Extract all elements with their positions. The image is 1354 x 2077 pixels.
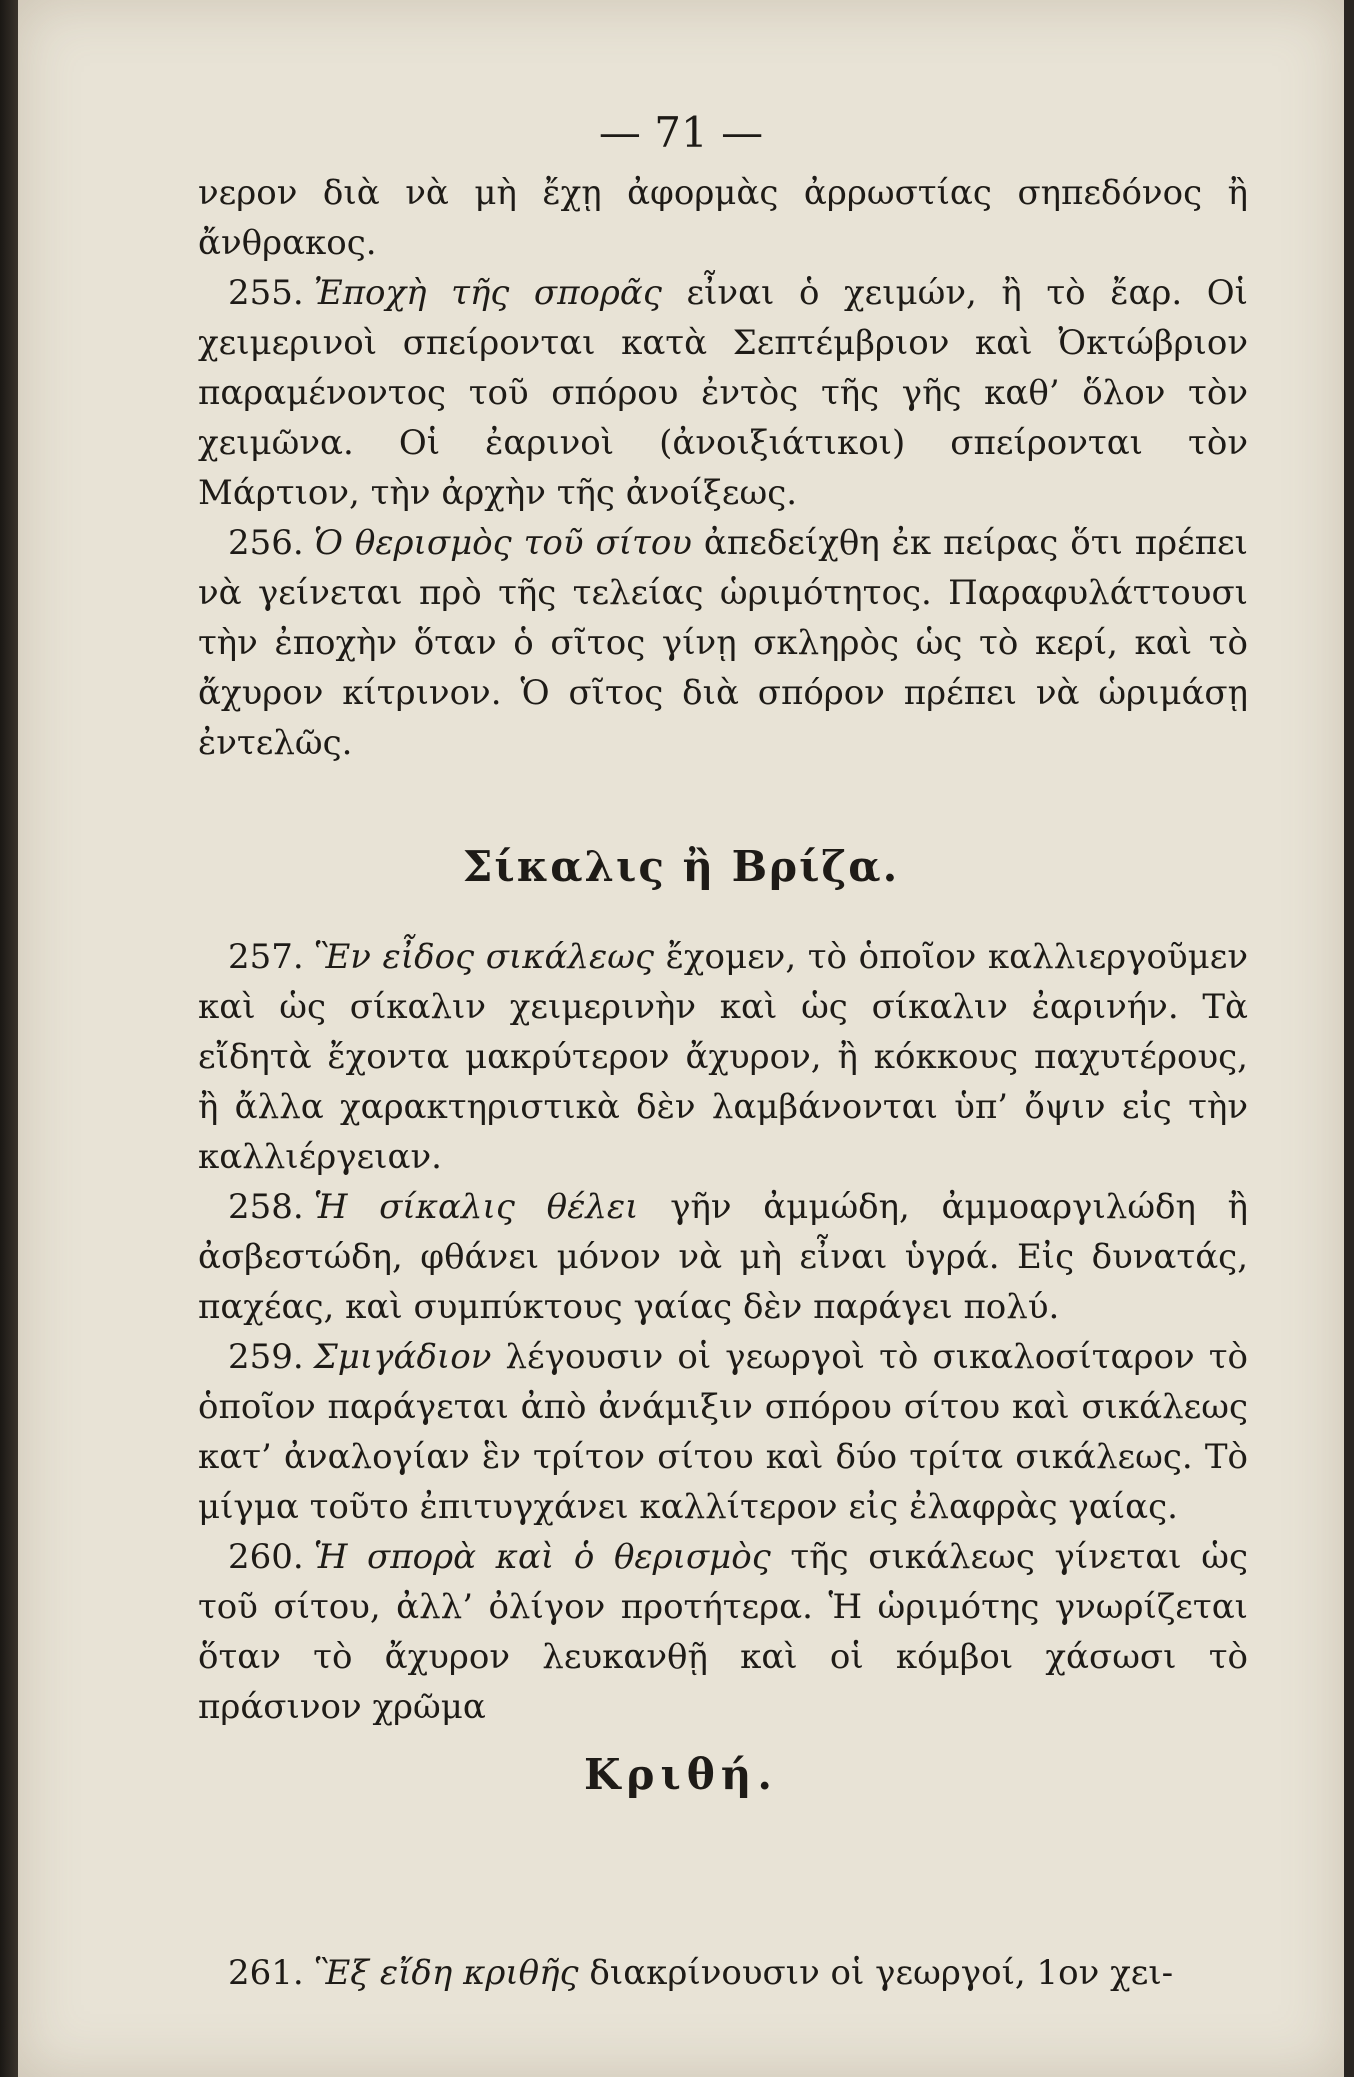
paragraph-lead: Ἡ σίκαλις θέλει (313, 1187, 639, 1227)
text-block-1 (198, 168, 1248, 768)
paragraph-257 (198, 932, 1248, 1182)
paragraph-lead: Ἓν εἶδος σικάλεως (313, 937, 655, 977)
section-heading-sikalis: Σίκαλις ἢ Βρίζα. (462, 842, 900, 891)
paragraph-text: ἔχομεν, τὸ ὁποῖον καλλιεργοῦμεν καὶ ὡς σίκαλιν χειμερινὴν καὶ ὡς σίκαλιν ἐαρινήν. Τὰ εἴδητὰ ἔχοντα μακρύτερον ἄχυρον, ἢ κόκκους παχυτέρους, ἢ ἄλλα χαρακτηριστικὰ δὲν λαμβάνονται ὑπ’ ὄψιν εἰς τὴν καλλιέργειαν. (198, 937, 1249, 1177)
paragraph-text: νερον διὰ νὰ μὴ ἔχῃ ἀφορμὰς ἀρρωστίας σηπεδόνος ἢ ἄνθρακος. (198, 173, 1248, 263)
paragraph-text: ἀπεδείχθη ἐκ πείρας ὅτι πρέπει νὰ γείνεται πρὸ τῆς τελείας ὡριμότητος. Παραφυλάττουσι τὴν ἐποχὴν ὅταν ὁ σῖτος γίνῃ σκληρὸς ὡς τὸ κερί, καὶ τὸ ἄχυρον κίτρινον. Ὁ σῖτος διὰ σπόρον πρέπει νὰ ὡριμάσῃ ἐντελῶς. (198, 523, 1248, 763)
paragraph-text: εἶναι ὁ χειμών, ἢ τὸ ἔαρ. Οἱ χειμερινοὶ σπείρονται κατὰ Σεπτέμβριον καὶ Ὀκτώβριον παραμένοντος τοῦ σπόρου ἐντὸς τῆς γῆς καθ’ ὅλον τὸν χειμῶνα. Οἱ ἐαρινοὶ (ἀνοιξιάτικοι) σπείρονται τὸν Μάρτιον, τὴν ἀρχὴν τῆς ἀνοίξεως. (198, 273, 1248, 513)
book-page (18, 0, 1344, 2077)
paragraph (198, 168, 1248, 268)
paragraph-lead: Σμιγάδιον (313, 1337, 492, 1377)
paragraph-number: 256. (228, 523, 304, 563)
page-number: — 71 — (598, 108, 764, 157)
text-block-3 (198, 1948, 1248, 1998)
paragraph-lead: Ἓξ εἴδη κριθῆς (313, 1953, 579, 1993)
paragraph-260 (198, 1532, 1248, 1732)
paragraph-text: γῆν ἀμμώδη, ἀμμοαργιλώδη ἢ ἀσβεστώδη, φθάνει μόνον νὰ μὴ εἶναι ὑγρά. Εἰς δυνατάς, παχέας, καὶ συμπύκτους γαίας δὲν παράγει πολύ. (198, 1187, 1248, 1327)
paragraph-lead: Ἡ σπορὰ καὶ ὁ θερισμὸς (313, 1537, 771, 1577)
paragraph-number: 259. (228, 1337, 304, 1377)
text-block-2 (198, 932, 1248, 1732)
paragraph-256 (198, 518, 1248, 768)
paragraph-number: 260. (228, 1537, 304, 1577)
paragraph-number: 258. (228, 1187, 304, 1227)
paragraph-258 (198, 1182, 1248, 1332)
paragraph-text: τῆς σικάλεως γίνεται ὡς τοῦ σίτου, ἀλλ’ ὀλίγον προτήτερα. Ἡ ὡριμότης γνωρίζεται ὅταν τὸ ἄχυρον λευκανθῇ καὶ οἱ κόμβοι χάσωσι τὸ πράσινον χρῶμα (198, 1537, 1248, 1727)
paragraph-261 (198, 1948, 1248, 1998)
paragraph-number: 257. (228, 937, 304, 977)
paragraph-lead: Ἐποχὴ τῆς σπορᾶς (313, 273, 662, 313)
paragraph-lead: Ὁ θερισμὸς τοῦ σίτου (313, 523, 692, 563)
paragraph-255 (198, 268, 1248, 518)
paragraph-number: 255. (228, 273, 304, 313)
paragraph-text: διακρίνουσιν οἱ γεωργοί, 1ον χει- (589, 1953, 1174, 1993)
section-heading-krithi: Κριθή. (584, 1750, 778, 1799)
paragraph-number: 261. (228, 1953, 304, 1993)
paragraph-259 (198, 1332, 1248, 1532)
book-binding (0, 0, 18, 2077)
paragraph-text: λέγουσιν οἱ γεωργοὶ τὸ σικαλοσίταρον τὸ ὁποῖον παράγεται ἀπὸ ἀνάμιξιν σπόρου σίτου καὶ σικάλεως κατ’ ἀναλογίαν ἓν τρίτον σίτου καὶ δύο τρίτα σικάλεως. Τὸ μίγμα τοῦτο ἐπιτυγχάνει καλλίτερον εἰς ἐλαφρὰς γαίας. (198, 1337, 1248, 1527)
